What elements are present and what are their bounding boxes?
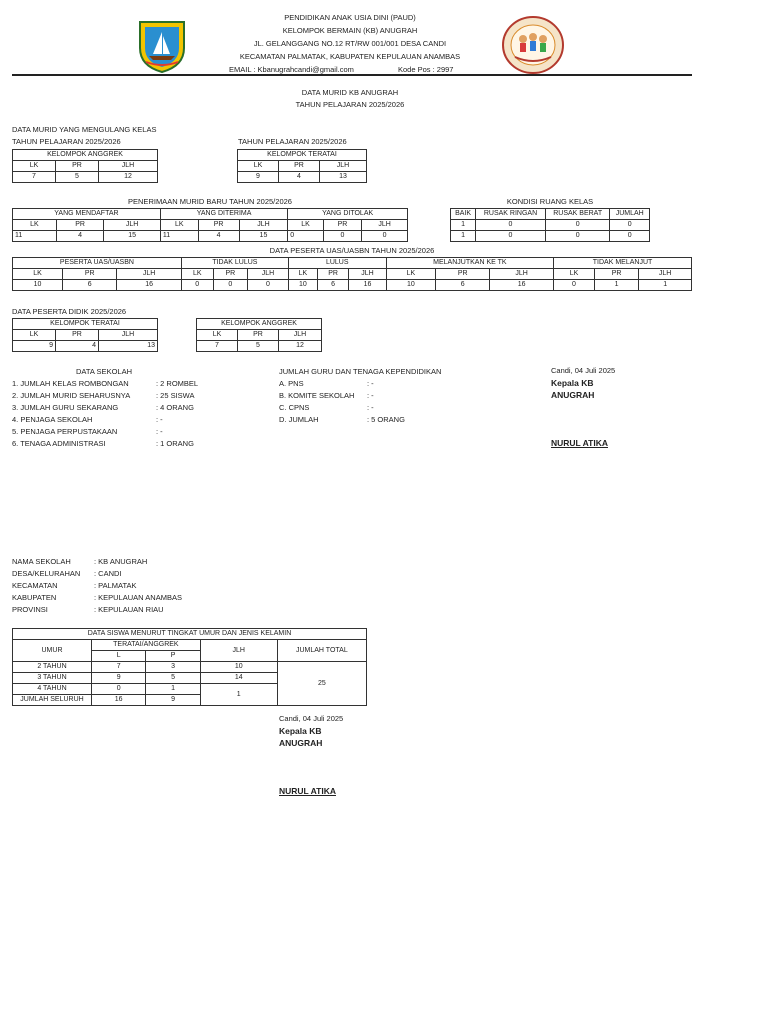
- cell: 1: [146, 684, 200, 695]
- cell: 0: [610, 220, 650, 231]
- cell: 0: [362, 231, 408, 242]
- cell: 4: [279, 172, 320, 183]
- col-header: LK: [13, 161, 56, 172]
- identitas-label: DESA/KELURAHAN: [12, 569, 81, 578]
- cell: 16: [490, 280, 554, 291]
- left-logo: [136, 18, 188, 74]
- cell: 4 TAHUN: [13, 684, 92, 695]
- sekolah-label: 5. PENJAGA PERPUSTAKAAN: [12, 427, 118, 436]
- ulang-table-anggrek: [12, 149, 158, 183]
- signature-name: NURUL ATIKA: [279, 786, 336, 796]
- cell: 6: [317, 280, 348, 291]
- col-header: BAIK: [451, 209, 476, 220]
- col-header: PR: [198, 220, 239, 231]
- cell: 7: [92, 662, 146, 673]
- guru-value: : 5 ORANG: [367, 415, 405, 424]
- col-header: LK: [13, 330, 56, 341]
- cell: 1: [200, 684, 277, 706]
- guru-label: C. CPNS: [279, 403, 310, 412]
- sekolah-value: : 2 ROMBEL: [156, 379, 199, 388]
- kb-anugrah-logo-icon: [501, 15, 565, 75]
- cell: 0: [545, 220, 610, 231]
- header-kodepos: Kode Pos : 2997: [398, 65, 454, 74]
- identitas-value: : KEPULAUAN RIAU: [94, 605, 164, 614]
- cell: 1: [594, 280, 638, 291]
- cell: 0: [323, 231, 362, 242]
- cell: 15: [239, 231, 288, 242]
- guru-label: B. KOMITE SEKOLAH: [279, 391, 355, 400]
- sekolah-title: DATA SEKOLAH: [76, 367, 132, 376]
- col-header: RUSAK RINGAN: [476, 209, 546, 220]
- col-header: PR: [63, 269, 117, 280]
- group-header: LULUS: [288, 258, 386, 269]
- col-header: JLH: [99, 330, 158, 341]
- col-header: TERATAI/ANGGREK: [92, 640, 201, 651]
- header-email: EMAIL : Kbanugrahcandi@gmail.com: [229, 65, 354, 74]
- cell: 0: [288, 231, 323, 242]
- header-line2: KELOMPOK BERMAIN (KB) ANUGRAH: [282, 26, 418, 35]
- signature-place-date: Candi, 04 Juli 2025: [279, 714, 344, 723]
- sekolah-value: : -: [156, 415, 163, 424]
- cell: 9: [13, 341, 56, 352]
- group-header: YANG DITOLAK: [288, 209, 408, 220]
- signature-role: ANUGRAH: [551, 390, 595, 400]
- signature-place-date: Candi, 04 Juli 2025: [551, 366, 616, 375]
- signature-name: NURUL ATIKA: [551, 438, 608, 448]
- group-header: KELOMPOK TERATAI: [13, 319, 158, 330]
- col-header: JLH: [320, 161, 367, 172]
- penerimaan-table: [12, 208, 408, 242]
- col-header: JLH: [239, 220, 288, 231]
- col-header: PR: [238, 330, 279, 341]
- col-header: PR: [56, 220, 104, 231]
- identitas-label: PROVINSI: [12, 605, 48, 614]
- cell: 7: [13, 172, 56, 183]
- sekolah-label: 4. PENJAGA SEKOLAH: [12, 415, 93, 424]
- uas-title: DATA PESERTA UAS/UASBN TAHUN 2025/2026: [269, 246, 435, 255]
- page-subtitle: TAHUN PELAJARAN 2025/2026: [295, 100, 405, 109]
- kondisi-table: [450, 208, 650, 242]
- col-header: LK: [160, 220, 198, 231]
- col-header: PR: [56, 330, 99, 341]
- col-header: JLH: [200, 640, 277, 662]
- regency-emblem-icon: [136, 18, 188, 74]
- guru-value: : -: [367, 379, 374, 388]
- cell: 13: [320, 172, 367, 183]
- cell: 10: [288, 280, 317, 291]
- header-rule: [12, 74, 692, 76]
- cell: 9: [238, 172, 279, 183]
- col-header: LK: [13, 220, 57, 231]
- identitas-value: : KB ANUGRAH: [94, 557, 148, 566]
- cell: 10: [13, 280, 63, 291]
- cell: 9: [146, 695, 200, 706]
- cell: 12: [279, 341, 322, 352]
- cell: 5: [146, 673, 200, 684]
- header-line4: KECAMATAN PALMATAK, KABUPATEN KEPULAUAN ANAMBAS: [239, 52, 461, 61]
- cell: 16: [349, 280, 386, 291]
- col-header: PR: [213, 269, 247, 280]
- group-header: TIDAK LULUS: [181, 258, 288, 269]
- col-header: JLH: [104, 220, 160, 231]
- cell: 12: [99, 172, 158, 183]
- col-header: PR: [317, 269, 348, 280]
- sekolah-label: 6. TENAGA ADMINISTRASI: [12, 439, 106, 448]
- col-header: PR: [279, 161, 320, 172]
- col-header: LK: [238, 161, 279, 172]
- cell: 0: [554, 280, 595, 291]
- cell: 2 TAHUN: [13, 662, 92, 673]
- cell: 6: [436, 280, 490, 291]
- cell: 5: [56, 172, 99, 183]
- group-header: MELANJUTKAN KE TK: [386, 258, 553, 269]
- identitas-label: KABUPATEN: [12, 593, 57, 602]
- identitas-label: KECAMATAN: [12, 581, 58, 590]
- cell: 10: [200, 662, 277, 673]
- col-header: JLH: [279, 330, 322, 341]
- cell: 0: [181, 280, 213, 291]
- group-header: YANG MENDAFTAR: [13, 209, 161, 220]
- col-header: LK: [288, 220, 323, 231]
- group-header: PESERTA UAS/UASBN: [13, 258, 182, 269]
- col-header: JUMLAH TOTAL: [277, 640, 366, 662]
- identitas-label: NAMA SEKOLAH: [12, 557, 71, 566]
- cell: 11: [160, 231, 198, 242]
- signature-role: ANUGRAH: [279, 738, 323, 748]
- ulang-table-teratai: [237, 149, 367, 183]
- guru-value: : -: [367, 391, 374, 400]
- signature-role: Kepala KB: [551, 378, 594, 388]
- col-header: LK: [181, 269, 213, 280]
- col-header: JLH: [117, 269, 181, 280]
- col-header: JLH: [362, 220, 408, 231]
- cell: 0: [248, 280, 289, 291]
- col-header: P: [146, 651, 200, 662]
- guru-title: JUMLAH GURU DAN TENAGA KEPENDIDIKAN: [279, 367, 442, 376]
- guru-label: A. PNS: [279, 379, 304, 388]
- cell: 0: [476, 220, 546, 231]
- cell: 0: [476, 231, 546, 242]
- kondisi-title: KONDISI RUANG KELAS: [506, 197, 594, 206]
- sekolah-value: : -: [156, 427, 163, 436]
- cell: 15: [104, 231, 160, 242]
- cell: 1: [451, 231, 476, 242]
- cell: 4: [198, 231, 239, 242]
- sekolah-label: 1. JUMLAH KELAS ROMBONGAN: [12, 379, 129, 388]
- cell: 0: [610, 231, 650, 242]
- table-title: DATA SISWA MENURUT TINGKAT UMUR DAN JENIS KELAMIN: [13, 629, 367, 640]
- cell: 7: [197, 341, 238, 352]
- cell: 4: [56, 341, 99, 352]
- cell: 16: [117, 280, 181, 291]
- col-header: LK: [554, 269, 595, 280]
- col-header: LK: [288, 269, 317, 280]
- col-header: PR: [56, 161, 99, 172]
- cell: 4: [56, 231, 104, 242]
- cell: 11: [13, 231, 57, 242]
- sekolah-label: 2. JUMLAH MURID SEHARUSNYA: [12, 391, 131, 400]
- col-header: JUMLAH: [610, 209, 650, 220]
- cell: 5: [238, 341, 279, 352]
- group-header: TIDAK MELANJUT: [554, 258, 692, 269]
- cell: 0: [92, 684, 146, 695]
- col-header: L: [92, 651, 146, 662]
- sekolah-value: : 1 ORANG: [156, 439, 194, 448]
- group-header: KELOMPOK TERATAI: [238, 150, 367, 161]
- signature-role: Kepala KB: [279, 726, 322, 736]
- col-header: LK: [13, 269, 63, 280]
- ulang-title: DATA MURID YANG MENGULANG KELAS: [12, 125, 157, 134]
- right-logo: [501, 15, 565, 75]
- col-header: PR: [323, 220, 362, 231]
- col-header: PR: [436, 269, 490, 280]
- cell: 3: [146, 662, 200, 673]
- identitas-value: : KEPULAUAN ANAMBAS: [94, 593, 182, 602]
- col-header: JLH: [639, 269, 692, 280]
- col-header: JLH: [248, 269, 289, 280]
- col-header: JLH: [349, 269, 386, 280]
- header-line1: PENDIDIKAN ANAK USIA DINI (PAUD): [284, 13, 416, 22]
- sekolah-value: : 4 ORANG: [156, 403, 194, 412]
- uas-table: [12, 257, 692, 291]
- cell: 9: [92, 673, 146, 684]
- col-header: RUSAK BERAT: [545, 209, 610, 220]
- penerimaan-title: PENERIMAAN MURID BARU TAHUN 2025/2026: [128, 197, 292, 206]
- group-header: KELOMPOK ANGGREK: [197, 319, 322, 330]
- guru-value: : -: [367, 403, 374, 412]
- didik-title: DATA PESERTA DIDIK 2025/2026: [12, 307, 127, 316]
- cell: 10: [386, 280, 436, 291]
- sekolah-label: 3. JUMLAH GURU SEKARANG: [12, 403, 119, 412]
- cell: JUMLAH SELURUH: [13, 695, 92, 706]
- group-header: KELOMPOK ANGGREK: [13, 150, 158, 161]
- cell: 13: [99, 341, 158, 352]
- didik-table-anggrek: [196, 318, 322, 352]
- cell: 14: [200, 673, 277, 684]
- col-header: LK: [197, 330, 238, 341]
- page-title: DATA MURID KB ANUGRAH: [301, 88, 399, 97]
- ulang-year-right: TAHUN PELAJARAN 2025/2026: [238, 137, 347, 146]
- sekolah-value: : 25 SISWA: [156, 391, 195, 400]
- cell: 1: [639, 280, 692, 291]
- cell: 6: [63, 280, 117, 291]
- cell: 0: [545, 231, 610, 242]
- col-header: LK: [386, 269, 436, 280]
- ulang-year-left: TAHUN PELAJARAN 2025/2026: [12, 137, 121, 146]
- umur-table: [12, 628, 367, 706]
- table-row: [13, 662, 367, 673]
- cell: 16: [92, 695, 146, 706]
- header-line3: JL. GELANGGANG NO.12 RT/RW 001/001 DESA CANDI: [253, 39, 447, 48]
- group-header: YANG DITERIMA: [160, 209, 287, 220]
- total-cell: 25: [277, 662, 366, 706]
- col-header: PR: [594, 269, 638, 280]
- identitas-value: : PALMATAK: [94, 581, 137, 590]
- cell: 1: [451, 220, 476, 231]
- didik-table-teratai: [12, 318, 158, 352]
- col-header: JLH: [99, 161, 158, 172]
- identitas-value: : CANDI: [94, 569, 122, 578]
- cell: 0: [213, 280, 247, 291]
- guru-label: D. JUMLAH: [279, 415, 319, 424]
- cell: 3 TAHUN: [13, 673, 92, 684]
- col-header: UMUR: [13, 640, 92, 662]
- col-header: JLH: [490, 269, 554, 280]
